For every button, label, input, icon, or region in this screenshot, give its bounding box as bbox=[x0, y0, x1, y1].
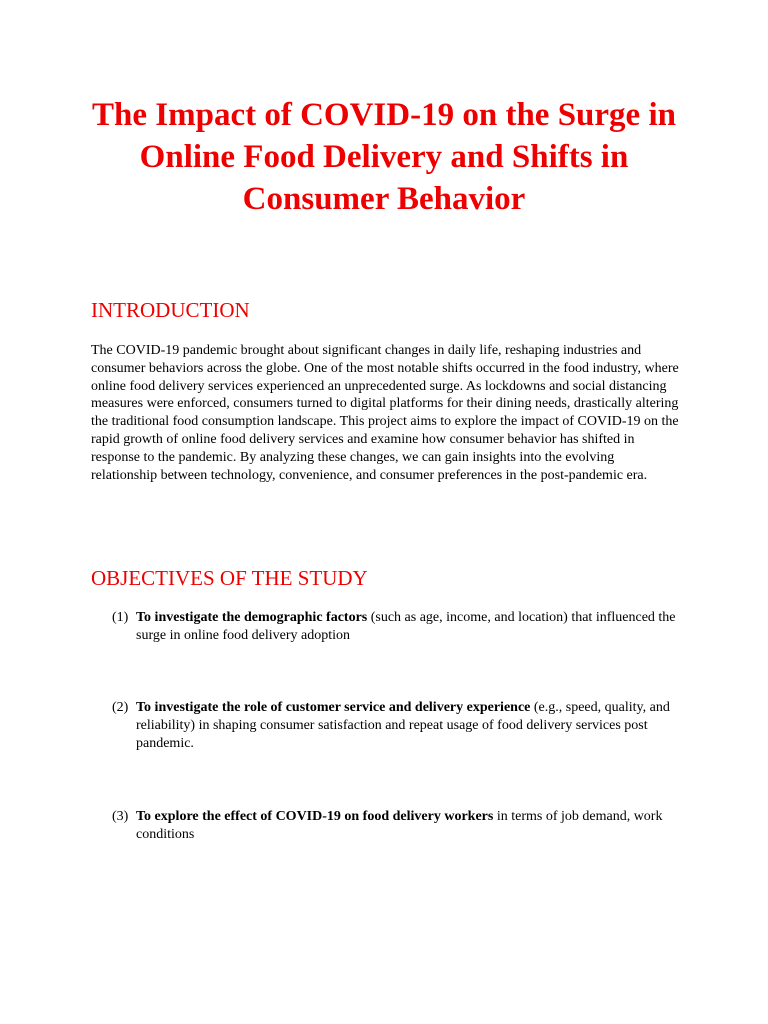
objective-text bbox=[136, 699, 681, 753]
introduction-heading: INTRODUCTION bbox=[91, 298, 250, 322]
objective-number: (2) bbox=[112, 700, 129, 715]
objective-number: (1) bbox=[112, 610, 129, 625]
objective-detail-text: in terms of job demand, work conditions bbox=[136, 809, 663, 842]
objective-detail-text: (e.g., speed, quality, and reliability) in shaping consumer satisfaction and repeat usage of food delivery services post pandemic. bbox=[136, 700, 670, 751]
objective-number: (3) bbox=[112, 809, 129, 824]
objective-bold-text: To investigate the role of customer service and delivery experience bbox=[136, 700, 531, 715]
objective-item-1 bbox=[91, 609, 681, 645]
objective-detail-text: (such as age, income, and location) that influenced the surge in online food delivery adoption bbox=[136, 610, 676, 643]
introduction-paragraph: The COVID-19 pandemic brought about significant changes in daily life, reshaping industries and consumer behaviors across the globe. One of the most notable shifts occurred in the food industry, where online food delivery services experienced an unprecedented surge. As lockdowns and social distancing measures were enforced, consumers turned to digital platforms for their dining needs, drastically altering the traditional food consumption landscape. This project aims to explore the impact of COVID-19 on the rapid growth of online food delivery services and examine how consumer behavior has shifted in response to the pandemic. By analyzing these changes, we can gain insights into the evolving relationship between technology, convenience, and consumer preferences in the post-pandemic era. bbox=[91, 343, 679, 483]
objective-item-3 bbox=[91, 808, 681, 844]
objective-bold-text: To explore the effect of COVID-19 on food delivery workers bbox=[136, 809, 494, 824]
objective-text bbox=[136, 609, 681, 645]
objective-bold-text: To investigate the demographic factors bbox=[136, 610, 368, 625]
objective-text bbox=[136, 808, 681, 844]
objectives-heading: OBJECTIVES OF THE STUDY bbox=[91, 566, 368, 590]
objective-item-2 bbox=[91, 699, 681, 753]
document-title: The Impact of COVID-19 on the Surge in Online Food Delivery and Shifts in Consumer Behavior bbox=[92, 97, 676, 217]
